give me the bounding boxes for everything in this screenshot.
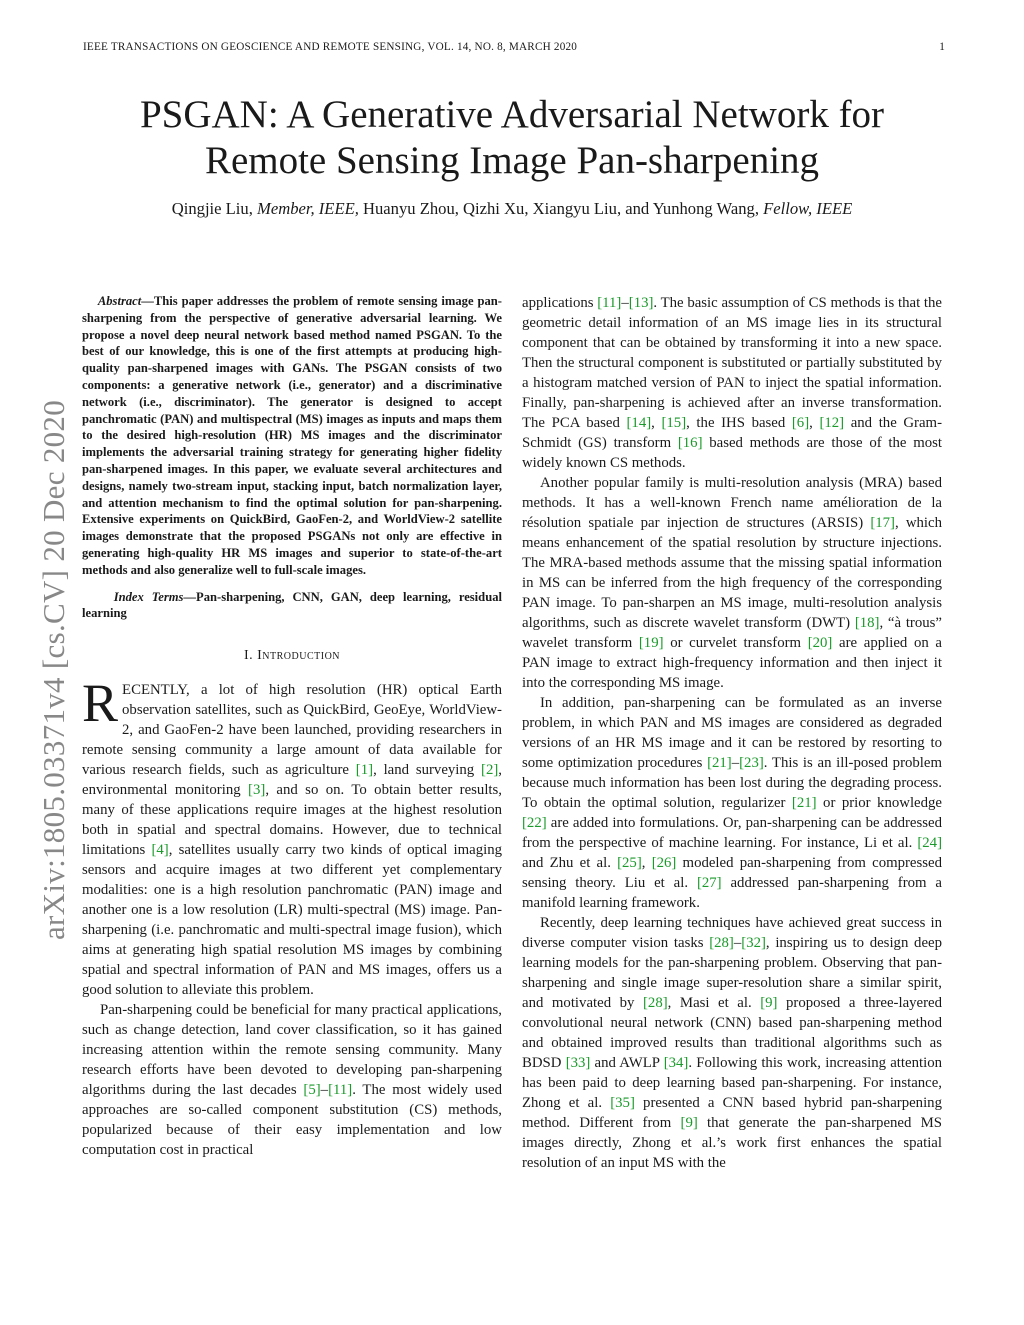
text-run: modeled pan-sharpening from compressed sensing theory. Liu et al. <box>522 855 942 891</box>
citation-link[interactable]: [28] <box>709 935 734 951</box>
citation-link[interactable]: [3] <box>248 782 266 799</box>
text-run: addressed pan-sharpening from a manifold learning framework. <box>522 875 943 911</box>
citation-link[interactable]: [28] <box>643 995 668 1011</box>
citation-link[interactable]: [4] <box>151 842 169 859</box>
citation-link[interactable]: [21] <box>707 755 732 771</box>
text-run: Another popular family is multi-resolution analysis (MRA) based methods. It has a well-known French name amélioration de la résolution spatiale par injection de structures (ARSIS) <box>522 475 942 531</box>
left-column <box>82 293 502 1160</box>
index-terms <box>82 589 502 623</box>
citation-link[interactable]: [15] <box>661 415 687 431</box>
text-run: presented a CNN based hybrid pan-sharpening method. Different from <box>522 1095 942 1131</box>
citation-link[interactable]: [33] <box>565 1055 591 1071</box>
right-paragraph-1 <box>522 293 942 473</box>
page-number: 1 <box>939 41 945 53</box>
paper-title <box>60 92 964 184</box>
citation-link[interactable]: [2] <box>481 762 499 779</box>
text-run: – <box>733 935 742 951</box>
citation-link[interactable]: [14] <box>626 415 652 431</box>
right-paragraph-4 <box>522 913 942 1173</box>
text-run: . Following this work, increasing attention has been paid to deep learning based pan-sharpening. For instance, Zhong et al. <box>522 1055 943 1111</box>
text-run: . This is an ill-posed problem because much information has been lost during the degrading process. To obtain the optimal solution, regularizer <box>522 755 942 811</box>
citation-link[interactable]: [13] <box>628 295 654 311</box>
text-run: – <box>320 1082 329 1099</box>
text-run: , which means enhancement of the spatial resolution by structure injections. The MRA-based methods assume that the missing spatial information in MS can be inferred from the high frequency of the corresponding PAN image. To pan-sharpen an MS image, multi-resolution analysis algorithms, such as discrete wavelet transform (DWT) <box>522 515 942 631</box>
citation-link[interactable]: [1] <box>355 762 374 779</box>
text-run: based methods are those of the most widely known CS methods. <box>522 435 942 471</box>
right-column <box>522 293 942 1173</box>
citation-link[interactable]: [6] <box>791 415 810 431</box>
journal-info: IEEE TRANSACTIONS ON GEOSCIENCE AND REMOTE SENSING, VOL. 14, NO. 8, MARCH 2020 <box>83 41 578 53</box>
text-run: and the Gram-Schmidt (GS) transform <box>522 415 942 451</box>
citation-link[interactable]: [16] <box>677 435 703 451</box>
text-run: – <box>621 295 629 311</box>
author-others: Huanyu Zhou, Qizhi Xu, Xiangyu Liu, and Yunhong Wang, <box>363 199 759 218</box>
citation-link[interactable]: [9] <box>680 1115 698 1131</box>
citation-link[interactable]: [18] <box>854 615 880 631</box>
text-run: Recently, deep learning techniques have achieved great success in diverse computer vision tasks <box>522 915 942 951</box>
text-run: – <box>731 755 740 771</box>
right-paragraph-3 <box>522 693 942 913</box>
text-run: , the IHS based <box>686 415 792 431</box>
text-run: are applied on a PAN image to extract high-frequency information and then inject it into the corresponding MS image. <box>522 635 942 691</box>
citation-link[interactable]: [5] <box>303 1082 321 1099</box>
citation-link[interactable]: [22] <box>522 815 547 831</box>
author-list <box>60 199 964 219</box>
citation-link[interactable]: [21] <box>791 795 817 811</box>
citation-link[interactable]: [19] <box>638 635 664 651</box>
text-run: , and so on. To obtain better results, many of these applications require images at the highest resolution both in spatial and spectral domains. However, due to technical limitations <box>82 782 502 859</box>
text-run: proposed a three-layered convolutional neural network (CNN) based pan-sharpening method and obtained improved results than traditional algorithms such as BDSD <box>522 995 942 1071</box>
citation-link[interactable]: [24] <box>917 835 942 851</box>
citation-link[interactable]: [9] <box>760 995 778 1011</box>
drop-cap: R <box>82 673 119 734</box>
intro-paragraph-1 <box>82 673 503 1000</box>
title-line-2: Remote Sensing Image Pan-sharpening <box>204 139 820 182</box>
text-run: , Masi et al. <box>667 995 761 1011</box>
running-header <box>83 41 945 53</box>
text-run: are added into formulations. Or, pan-sharpening can be addressed from the perspective of machine learning. For instance, Li et al. <box>522 815 942 851</box>
citation-link[interactable]: [20] <box>807 635 833 651</box>
citation-link[interactable]: [25] <box>617 855 642 871</box>
citation-link[interactable]: [23] <box>739 755 764 771</box>
abstract-label: Abstract <box>97 294 142 308</box>
text-run: , inspiring us to design deep learning models for the pan-sharpening problem. Observing that pan-sharpening and single image super-resolution share a similar spirit, and motivated by <box>522 935 942 1011</box>
citation-link[interactable]: [32] <box>741 935 766 951</box>
text-run: , <box>651 415 662 431</box>
text-run: a lot of high resolution (HR) optical Earth observation satellites, such as QuickBird, GeoEye, WorldView-2, and GaoFen-2 have been launched, providing researchers in remote sensing community a large amount of data available for various research fields, such as agriculture <box>82 682 502 779</box>
intro-first-word: ECENTLY, <box>122 682 190 699</box>
text-run: , environmental monitoring <box>82 762 502 799</box>
citation-link[interactable]: [12] <box>819 415 845 431</box>
text-run: , <box>641 855 652 871</box>
text-run: . The most widely used approaches are so-called component substitution (CS) methods, popularized because of their easy implementation and low computation cost in practical <box>82 1082 503 1159</box>
abstract-text: —This paper addresses the problem of remote sensing image pan-sharpening from the perspective of generative adversarial learning. We propose a novel deep neural network based method named PSGAN. To the best of our knowledge, this is one of the first attempts at producing high-quality pan-sharpened images with GANs. The PSGAN consists of two components: a generative network (i.e., generator) and a discriminative network (i.e., discriminator). The generator is designed to accept panchromatic (PAN) and multispectral (MS) images as inputs and maps them to the desired high-resolution (HR) MS images and the discriminator implements the adversarial training strategy for generating higher fidelity pan-sharpened images. In this paper, we evaluate several architectures and designs, namely two-stream input, stacking input, batch normalization layer, and attention mechanism to find the optimal solution for pan-sharpening. Extensive experiments on QuickBird, GaoFen-2, and WorldView-2 satellite images demonstrate that the proposed PSGANs not only are effective in generating high-quality HR MS images and superior to state-of-the-art methods and also generalize well to full-scale images. <box>82 294 502 577</box>
citation-link[interactable]: [27] <box>696 875 722 891</box>
index-terms-label: Index Terms <box>113 589 184 604</box>
title-line-1: PSGAN: A Generative Adversarial Network for <box>139 93 885 136</box>
citation-link[interactable]: [26] <box>651 855 677 871</box>
text-run: or curvelet transform <box>663 635 808 651</box>
author-1-role: Member, IEEE, <box>257 199 359 218</box>
text-run: In addition, pan-sharpening can be formulated as an inverse problem, in which PAN and MS images are considered as degraded versions of an HR MS image and it can be restored by resorting to some optimization procedures <box>522 695 942 771</box>
text-run: , land surveying <box>373 762 482 779</box>
text-run: applications <box>522 295 598 311</box>
citation-link[interactable]: [35] <box>610 1095 635 1111</box>
citation-link[interactable]: [11] <box>328 1082 353 1099</box>
text-run: and AWLP <box>590 1055 664 1071</box>
text-run: that generate the pan-sharpened MS images directly, Zhong et al.’s work first enhances the spatial resolution of an input MS with the <box>522 1115 942 1171</box>
citation-link[interactable]: [11] <box>597 295 622 311</box>
text-run: and Zhu et al. <box>522 855 618 871</box>
text-run: , <box>809 415 820 431</box>
section-title: Introduction <box>257 648 341 664</box>
right-paragraph-2 <box>522 473 942 693</box>
text-run: or prior knowledge <box>816 795 942 811</box>
text-run: , satellites usually carry two kinds of optical imaging sensors and acquire images at two different yet complementary modalities: one is a high resolution panchromatic (PAN) image and another one is a low resolution (LR) multi-spectral (MS) image. Pan-sharpening (i.e. panchromatic and multi-spectral image fusion), which aims at generating high spatial resolution MS images by combining spatial and spectral information of PAN and MS images, offers us a good solution to alleviate this problem. <box>82 842 503 999</box>
section-number: I. <box>243 648 254 664</box>
arxiv-identifier: arXiv:1805.03371v4 [cs.CV] 20 Dec 2020 <box>36 399 71 940</box>
author-last-role: Fellow, IEEE <box>763 199 853 218</box>
text-run: , “à trous” wavelet transform <box>522 615 942 651</box>
citation-link[interactable]: [34] <box>663 1055 689 1071</box>
author-1: Qingjie Liu, <box>171 199 253 218</box>
text-run: Pan-sharpening could be beneficial for many practical applications, such as change detection, land cover classification, so it has gained increasing attention within the remote sensing community. Many research efforts have been devoted to developing pan-sharpening algorithms during the last decades <box>82 1002 502 1099</box>
text-run: . The basic assumption of CS methods is that the geometric detail information of an MS image lies in its structural component that can be obtained by transforming it into a new space. Then the structural component is substituted or partially substituted by a histogram matched version of PAN to inject the spatial information. Finally, pan-sharpening is achieved after an inverse transformation. The PCA based <box>522 295 943 431</box>
abstract <box>82 293 502 579</box>
intro-paragraph-2 <box>82 1000 502 1160</box>
section-heading-introduction <box>82 646 502 666</box>
citation-link[interactable]: [17] <box>870 515 895 531</box>
index-terms-text: —Pan-sharpening, CNN, GAN, deep learning, residual learning <box>82 589 502 621</box>
